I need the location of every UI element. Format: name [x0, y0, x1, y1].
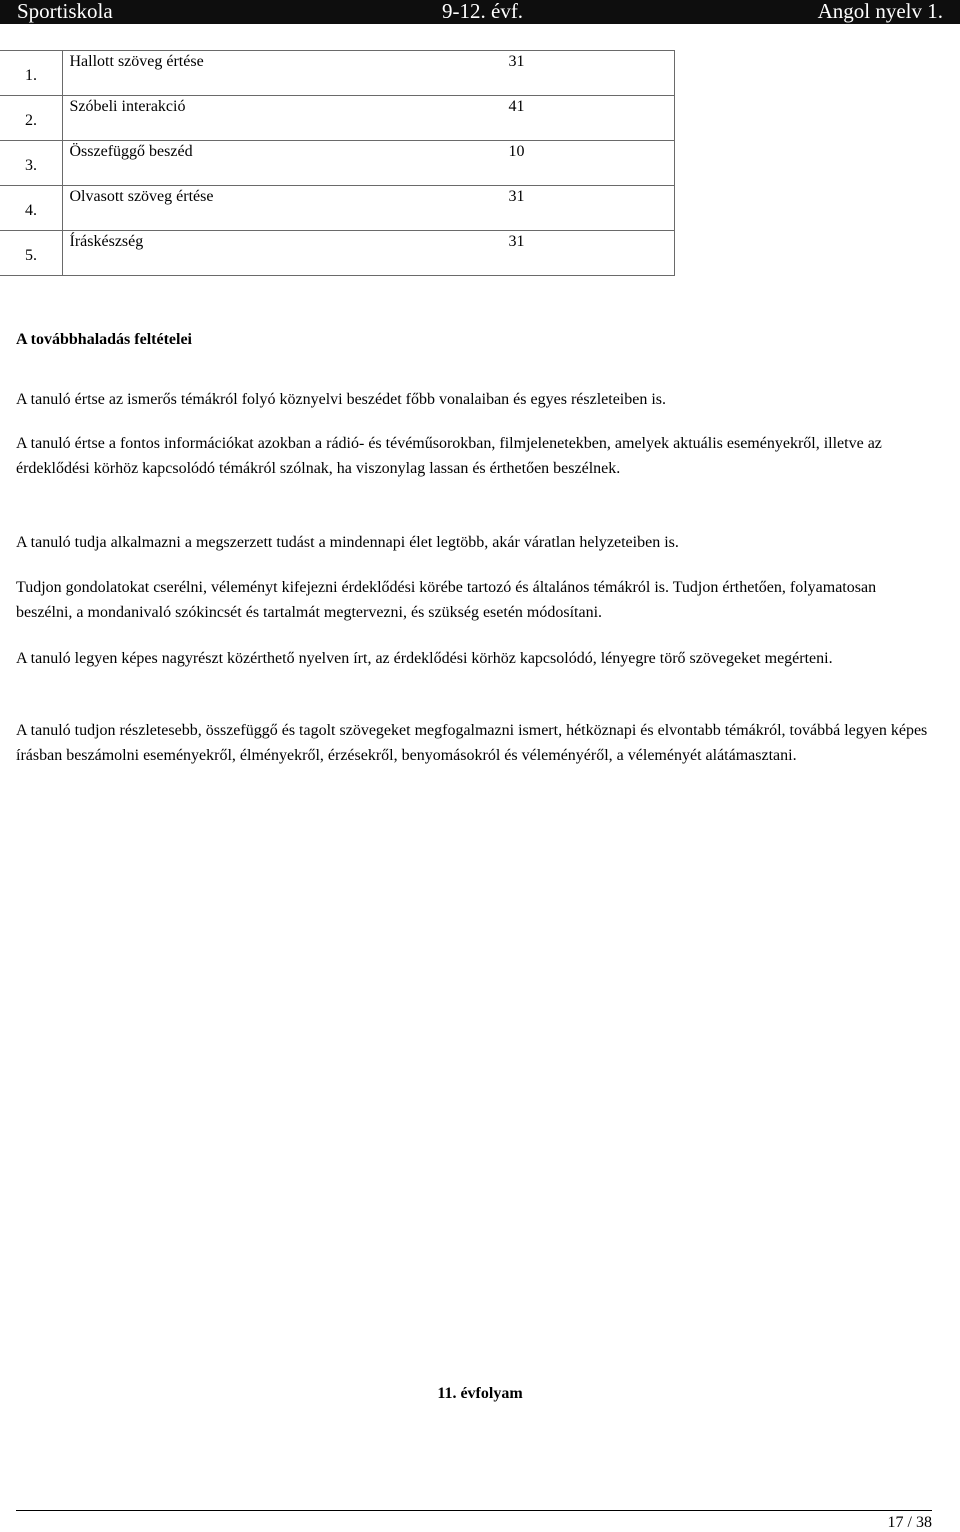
table-row: [0, 51, 674, 96]
table-row: [0, 96, 674, 141]
table-row: [0, 186, 674, 231]
requirement-paragraph: A tanuló értse az ismerős témákról folyó köznyelvi beszédet főbb vonalaiban és egyes részleteiben is.: [16, 391, 667, 408]
topic-number: 3.: [0, 141, 62, 186]
page-number: 17 / 38: [887, 1514, 932, 1531]
topic-number: 5.: [0, 231, 62, 276]
topic-hours: 31: [508, 233, 525, 250]
topic-name: Íráskészség: [69, 233, 144, 250]
topic-number: 4.: [0, 186, 62, 231]
topic-name: Szóbeli interakció: [69, 98, 186, 115]
topic-hours: 41: [508, 98, 525, 115]
header-grades: 9-12. évf.: [442, 0, 524, 23]
table-row: [0, 231, 674, 276]
requirement-paragraph: A tanuló legyen képes nagyrészt közérthető nyelven írt, az érdeklődési körhöz kapcsolódó, lényegre törő szövegeket megérteni.: [16, 650, 833, 667]
topic-cell: [62, 231, 674, 276]
page-header: [0, 0, 960, 24]
table-row: [0, 141, 674, 186]
topic-hours-table: [0, 50, 675, 276]
topic-name: Hallott szöveg értése: [69, 53, 204, 70]
header-subject: Angol nyelv 1.: [817, 0, 943, 23]
requirement-paragraph: A tanuló tudja alkalmazni a megszerzett tudást a mindennapi élet legtöbb, akár váratlan helyzeteiben is.: [16, 534, 679, 551]
requirement-paragraph: A tanuló tudjon részletesebb, összefüggő és tagolt szövegeket megfogalmazni ismert, hétköznapi és elvontabb témákról, továbbá legyen képes írásban beszámolni eseményekről, élményekről, érzésekről, benyomásokról és véleményéről, a véleményét alátámasztani.: [16, 722, 928, 764]
topic-hours: 31: [508, 53, 525, 70]
requirements-heading: A továbbhaladás feltételei: [16, 331, 192, 348]
footer-divider: [16, 1510, 932, 1511]
topic-number: 2.: [0, 96, 62, 141]
topic-cell: [62, 186, 674, 231]
grade-heading: 11. évfolyam: [437, 1385, 523, 1402]
topic-hours: 31: [508, 188, 525, 205]
requirement-paragraph: Tudjon gondolatokat cserélni, véleményt kifejezni érdeklődési körébe tartozó és általános témákról is. Tudjon érthetően, folyamatosan beszélni, a mondanivaló szókincsét és tartalmát megtervezni, és szükség esetén módosítani.: [16, 579, 877, 621]
topic-name: Összefüggő beszéd: [69, 143, 193, 160]
topic-name: Olvasott szöveg értése: [69, 188, 214, 205]
requirement-paragraph: A tanuló értse a fontos információkat azokban a rádió- és tévéműsorokban, filmjelenetekben, amelyek aktuális eseményekről, illetve az érdeklődési körhöz kapcsolódó témákról szólnak, ha viszonylag lassan és érthetően beszélnek.: [16, 435, 882, 477]
topic-number: 1.: [0, 51, 62, 96]
topic-cell: [62, 141, 674, 186]
header-school: Sportiskola: [17, 0, 113, 23]
topic-cell: [62, 96, 674, 141]
topic-cell: [62, 51, 674, 96]
topic-hours: 10: [508, 143, 525, 160]
